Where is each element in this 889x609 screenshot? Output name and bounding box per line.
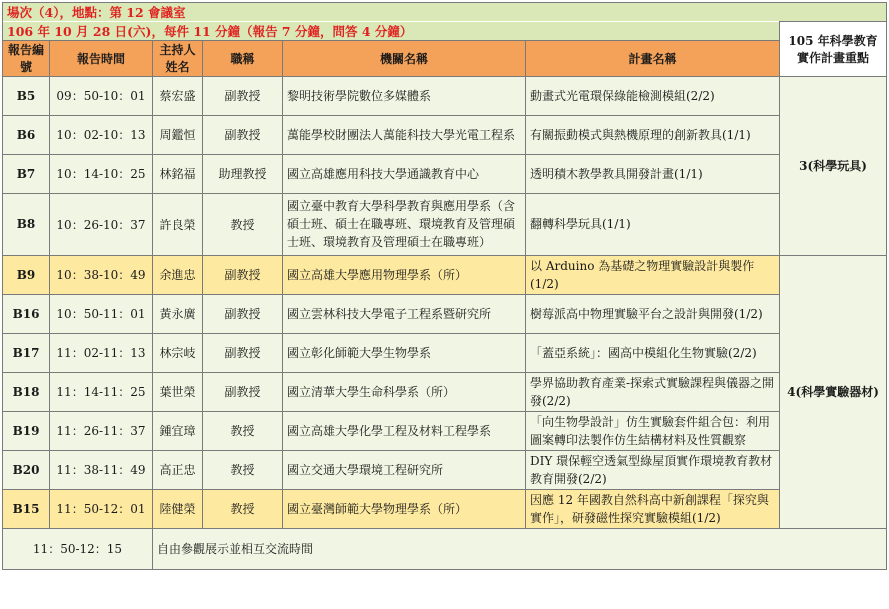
footer-row — [3, 528, 887, 569]
table-row — [3, 154, 887, 193]
report-time: 11：02-11：13 — [50, 333, 153, 372]
organization: 國立清華大學生命科學系（所） — [283, 372, 526, 411]
organization: 國立交通大學環境工程研究所 — [283, 450, 526, 489]
job-title: 副教授 — [203, 333, 283, 372]
report-time: 10：14-10：25 — [50, 154, 153, 193]
host-name: 周鑑恒 — [153, 115, 203, 154]
table-row — [3, 76, 887, 115]
host-name: 許良榮 — [153, 193, 203, 255]
project-name: 樹莓派高中物理實驗平台之設計與開發(1/2) — [526, 294, 780, 333]
organization: 國立高雄大學應用物理學系（所） — [283, 255, 526, 294]
job-title: 副教授 — [203, 115, 283, 154]
project-name: 透明積木教學教具開發計畫(1/1) — [526, 154, 780, 193]
project-name: 「向生物學設計」仿生實驗套件組合包：利用圖案轉印法製作仿生結構材料及性質觀察 — [526, 411, 780, 450]
job-title: 教授 — [203, 411, 283, 450]
schedule-sheet — [2, 2, 886, 570]
report-time: 11：50-12：01 — [50, 489, 153, 528]
host-name: 林宗岐 — [153, 333, 203, 372]
host-name: 蔡宏盛 — [153, 76, 203, 115]
col-org: 機關名稱 — [283, 40, 526, 76]
table-row — [3, 294, 887, 333]
session-location: 場次（4），地點：第 12 會議室 — [3, 3, 887, 22]
col-focus: 105 年科學教育實作計畫重點 — [780, 22, 887, 77]
col-title: 職稱 — [203, 40, 283, 76]
host-name: 高正忠 — [153, 450, 203, 489]
table-row — [3, 489, 887, 528]
project-name: 「蓋亞系統」：國高中模組化生物實驗(2/2) — [526, 333, 780, 372]
job-title: 副教授 — [203, 76, 283, 115]
report-code: B15 — [3, 489, 50, 528]
table-row — [3, 255, 887, 294]
host-name: 余進忠 — [153, 255, 203, 294]
report-time: 10：38-10：49 — [50, 255, 153, 294]
project-name: 學界協助教育產業-探索式實驗課程與儀器之開發(2/2) — [526, 372, 780, 411]
footer-text: 自由參觀展示並相互交流時間 — [153, 528, 887, 569]
report-code: B19 — [3, 411, 50, 450]
job-title: 副教授 — [203, 372, 283, 411]
organization: 國立高雄應用科技大學通識教育中心 — [283, 154, 526, 193]
project-name: 翻轉科學玩具(1/1) — [526, 193, 780, 255]
host-name: 林銘福 — [153, 154, 203, 193]
table-row — [3, 115, 887, 154]
footer-time: 11：50-12：15 — [3, 528, 153, 569]
report-time: 11：26-11：37 — [50, 411, 153, 450]
job-title: 助理教授 — [203, 154, 283, 193]
table-row — [3, 450, 887, 489]
project-name: DIY 環保輕空透氣型綠屋頂實作環境教育教材教育開發(2/2) — [526, 450, 780, 489]
organization: 國立臺中教育大學科學教育與應用學系（含碩士班、碩士在職專班、環境教育及管理碩士班、環境教育及管理碩士在職專班） — [283, 193, 526, 255]
focus-group-toys: 3(科學玩具) — [780, 76, 887, 255]
organization: 國立臺灣師範大學物理學系（所） — [283, 489, 526, 528]
report-time: 11：38-11：49 — [50, 450, 153, 489]
organization: 國立雲林科技大學電子工程系暨研究所 — [283, 294, 526, 333]
col-host: 主持人姓名 — [153, 40, 203, 76]
report-time: 11：14-11：25 — [50, 372, 153, 411]
organization: 萬能學校財團法人萬能科技大學光電工程系 — [283, 115, 526, 154]
report-code: B5 — [3, 76, 50, 115]
report-code: B6 — [3, 115, 50, 154]
job-title: 教授 — [203, 489, 283, 528]
job-title: 教授 — [203, 193, 283, 255]
report-time: 10：02-10：13 — [50, 115, 153, 154]
project-name: 有關振動模式與熱機原理的創新教具(1/1) — [526, 115, 780, 154]
report-code: B16 — [3, 294, 50, 333]
table-row — [3, 333, 887, 372]
report-time: 10：50-11：01 — [50, 294, 153, 333]
report-time: 09：50-10：01 — [50, 76, 153, 115]
session-date: 106 年 10 月 28 日(六)，每件 11 分鐘（報告 7 分鐘，問答 4 分鐘） — [3, 22, 780, 41]
report-code: B18 — [3, 372, 50, 411]
organization: 國立彰化師範大學生物學系 — [283, 333, 526, 372]
focus-group-equipment: 4(科學實驗器材) — [780, 255, 887, 528]
host-name: 黃永廣 — [153, 294, 203, 333]
col-code: 報告編號 — [3, 40, 50, 76]
host-name: 葉世榮 — [153, 372, 203, 411]
table-row — [3, 372, 887, 411]
report-code: B20 — [3, 450, 50, 489]
report-code: B9 — [3, 255, 50, 294]
project-name: 以 Arduino 為基礎之物理實驗設計與製作(1/2) — [526, 255, 780, 294]
report-code: B7 — [3, 154, 50, 193]
job-title: 副教授 — [203, 294, 283, 333]
table-row — [3, 193, 887, 255]
schedule-table — [2, 2, 887, 570]
host-name: 鍾宜璋 — [153, 411, 203, 450]
report-time: 10：26-10：37 — [50, 193, 153, 255]
organization: 黎明技術學院數位多媒體系 — [283, 76, 526, 115]
host-name: 陸健榮 — [153, 489, 203, 528]
col-project: 計畫名稱 — [526, 40, 780, 76]
project-name: 因應 12 年國教自然科高中新創課程「探究與實作」，研發磁性探究實驗模組(1/2) — [526, 489, 780, 528]
table-row — [3, 411, 887, 450]
report-code: B17 — [3, 333, 50, 372]
report-code: B8 — [3, 193, 50, 255]
col-time: 報告時間 — [50, 40, 153, 76]
project-name: 動畫式光電環保綠能檢測模組(2/2) — [526, 76, 780, 115]
job-title: 教授 — [203, 450, 283, 489]
organization: 國立高雄大學化學工程及材料工程學系 — [283, 411, 526, 450]
job-title: 副教授 — [203, 255, 283, 294]
